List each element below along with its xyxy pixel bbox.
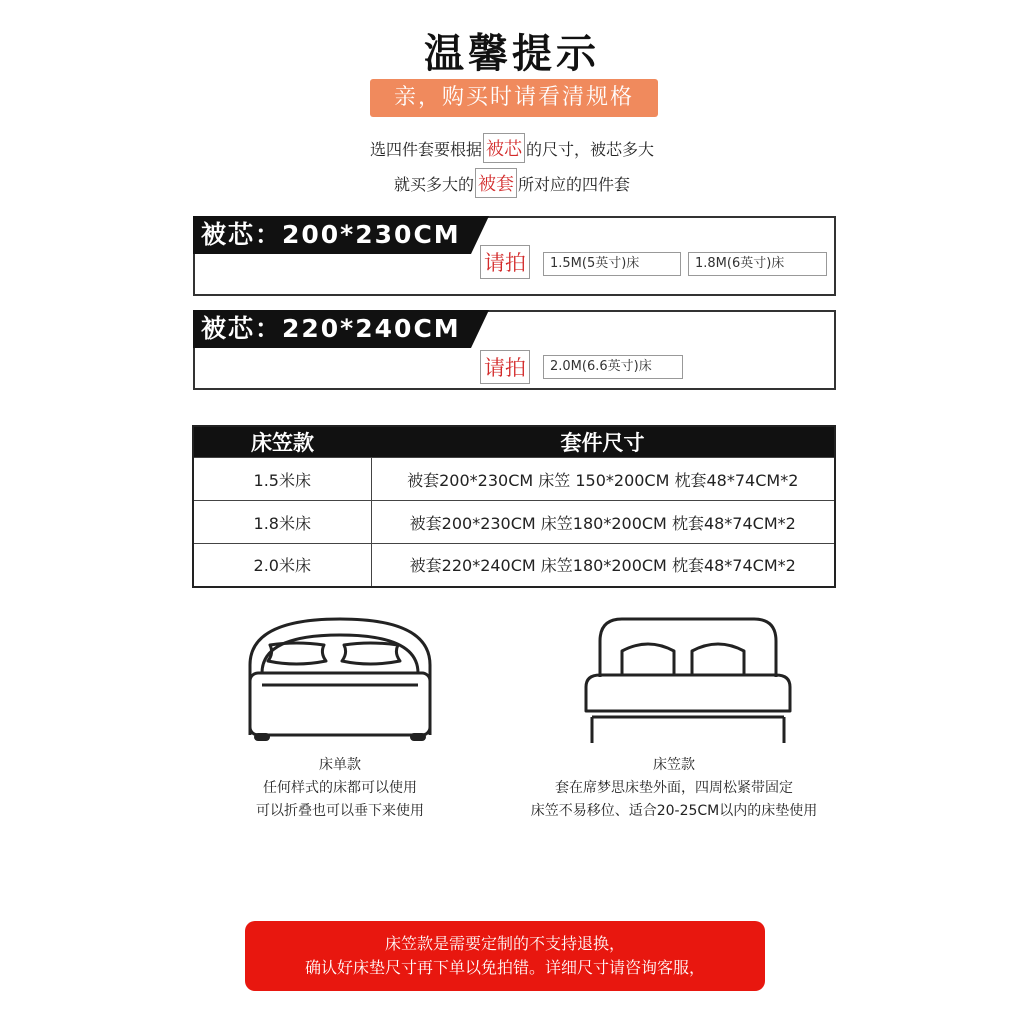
notice-line: 确认好床垫尺寸再下单以免拍错。详细尺寸请咨询客服，: [304, 958, 705, 977]
bed-size-cell: 1.8米床: [193, 501, 371, 544]
table-row: [193, 458, 835, 501]
bed-type-name: 床笠款: [653, 757, 695, 773]
set-size-cell: 被套200*230CM 床笠180*200CM 枕套48*74CM*2: [371, 501, 835, 544]
size-label: 被芯：200*230CM: [193, 216, 471, 254]
guide-line-2: [0, 168, 1024, 198]
guide-text: 就买多大的: [393, 175, 474, 194]
no-return-notice: [245, 921, 765, 991]
bed-size-cell: 2.0米床: [193, 544, 371, 587]
highlight-quilt-cover: 被套: [475, 168, 517, 198]
column-header: 床笠款: [193, 426, 371, 458]
column-header: 套件尺寸: [371, 426, 835, 458]
table-row: [193, 501, 835, 544]
size-label: 被芯：220*240CM: [193, 310, 471, 348]
order-tag: 请拍: [480, 350, 530, 384]
fitted-sheet-caption: [474, 754, 874, 823]
set-size-cell: 被套220*240CM 床笠180*200CM 枕套48*74CM*2: [371, 544, 835, 587]
guide-line-1: [0, 133, 1024, 163]
bed-type-desc: 床笠不易移位、适合20-25CM以内的床垫使用: [530, 803, 818, 819]
flat-sheet-bed-icon: [240, 615, 440, 745]
notice-line: 床笠款是需要定制的不支持退换，: [384, 934, 625, 953]
order-tag: 请拍: [480, 245, 530, 279]
bed-type-desc: 任何样式的床都可以使用: [263, 780, 417, 796]
table-row: [193, 544, 835, 587]
spec-table: [192, 425, 836, 588]
size-box-220x240: [193, 310, 836, 390]
size-box-200x230: [193, 216, 836, 296]
bed-option-2-0m[interactable]: 2.0M(6.6英寸)床: [543, 355, 683, 379]
table-header-row: [193, 426, 835, 458]
bed-type-desc: 可以折叠也可以垂下来使用: [256, 803, 424, 819]
set-size-cell: 被套200*230CM 床笠 150*200CM 枕套48*74CM*2: [371, 458, 835, 501]
guide-text: 所对应的四件套: [518, 175, 631, 194]
spec-reminder-banner: 亲，购买时请看清规格: [370, 79, 658, 117]
bed-type-name: 床单款: [319, 757, 361, 773]
fitted-sheet-bed-icon: [582, 615, 794, 745]
page-title: 温馨提示: [424, 31, 600, 77]
guide-text: 的尺寸，被芯多大: [526, 140, 655, 159]
bed-option-1-5m[interactable]: 1.5M(5英寸)床: [543, 252, 681, 276]
bed-type-desc: 套在席梦思床垫外面，四周松紧带固定: [555, 780, 793, 796]
highlight-quilt-core: 被芯: [483, 133, 525, 163]
bed-size-cell: 1.5米床: [193, 458, 371, 501]
bed-option-1-8m[interactable]: 1.8M(6英寸)床: [688, 252, 827, 276]
guide-text: 选四件套要根据: [369, 140, 482, 159]
flat-sheet-caption: [190, 754, 490, 823]
